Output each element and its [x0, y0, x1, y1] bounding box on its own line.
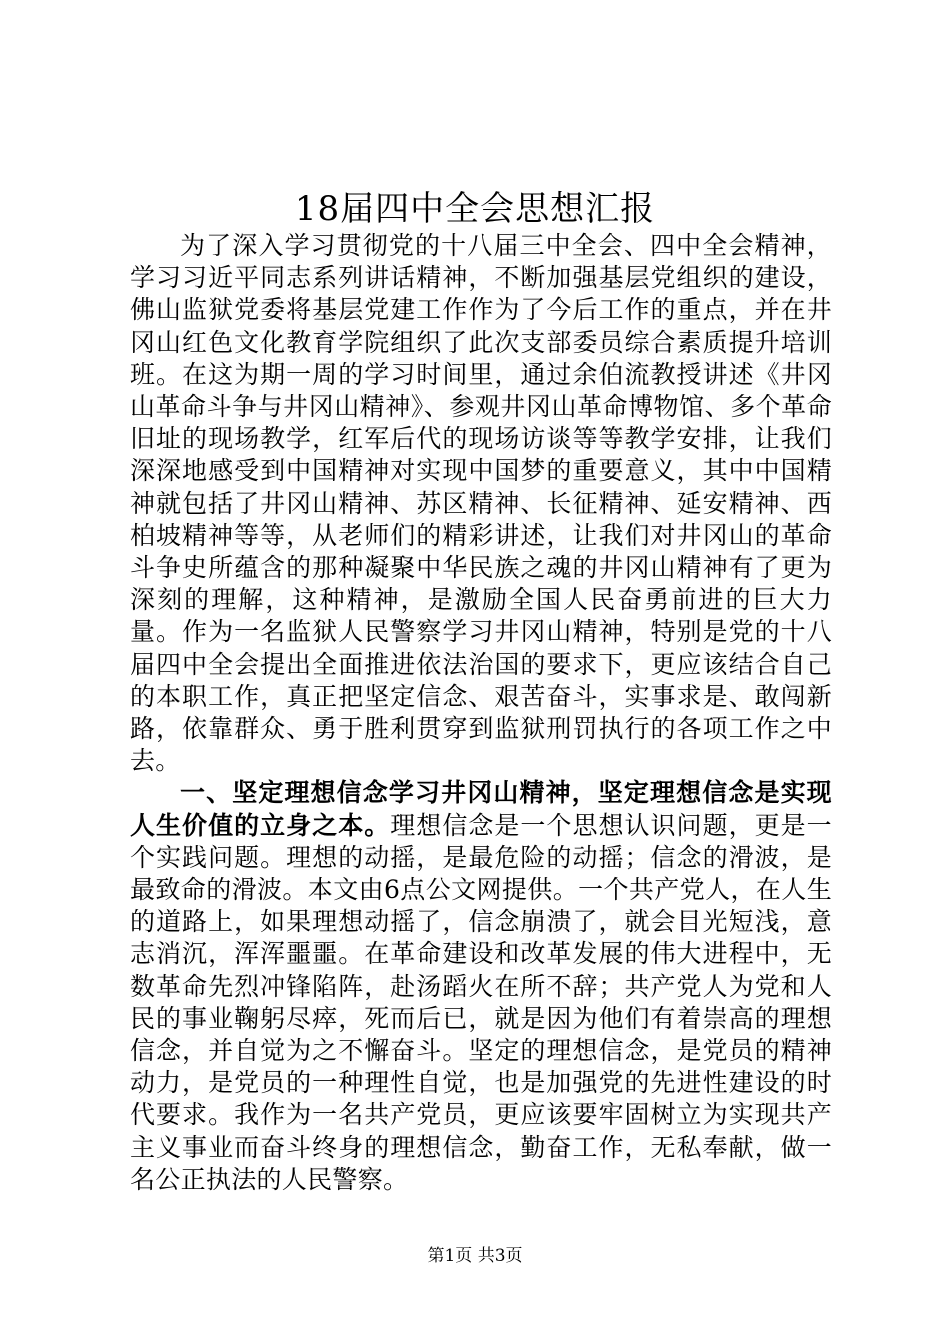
document-body — [130, 230, 832, 1196]
section-1-heading: 一、坚定理想信念学习井冈山精神，坚定理想信念是实现人生价值的立身之本。 — [130, 778, 832, 840]
section-1-text: 理想信念是一个思想认识问题，更是一个实践问题。理想的动摇，是最危险的动摇；信念的滑波，是最致命的滑波。本文由6点公文网提供。一个共产党人，在人生的道路上，如果理想动摇了，信念崩溃了，就会目光短浅，意志消沉，浑浑噩噩。在革命建设和改革发展的伟大进程中，无数革命先烈冲锋陷阵，赴汤蹈火在所不辞；共产党人为党和人民的事业鞠躬尽瘁，死而后已，就是因为他们有着崇高的理想信念，并自觉为之不懈奋斗。坚定的理想信念，是党员的精神动力，是党员的一种理性自觉，也是加强党的先进性建设的时代要求。我作为一名共产党员，更应该要牢固树立为实现共产主义事业而奋斗终身的理想信念，勤奋工作，无私奉献，做一名公正执法的人民警察。 — [130, 810, 832, 1194]
paragraph-intro-text: 为了深入学习贯彻党的十八届三中全会、四中全会精神，学习习近平同志系列讲话精神，不断加强基层党组织的建设，佛山监狱党委将基层党建工作作为了今后工作的重点，并在井冈山红色文化教育学院组织了此次支部委员综合素质提升培训班。在这为期一周的学习时间里，通过余伯流教授讲述《井冈山革命斗争与井冈山精神》、参观井冈山革命博物馆、多个革命旧址的现场教学，红军后代的现场访谈等等教学安排，让我们深深地感受到中国精神对实现中国梦的重要意义，其中中国精神就包括了井冈山精神、苏区精神、长征精神、延安精神、西柏坡精神等等，从老师们的精彩讲述，让我们对井冈山的革命斗争史所蕴含的那种凝聚中华民族之魂的井冈山精神有了更为深刻的理解，这种精神，是激励全国人民奋勇前进的巨大力量。作为一名监狱人民警察学习井冈山精神，特别是党的十八届四中全会提出全面推进依法治国的要求下，更应该结合自己的本职工作，真正把坚定信念、艰苦奋斗，实事求是、敢闯新路，依靠群众、勇于胜利贯穿到监狱刑罚执行的各项工作之中去。 — [130, 231, 832, 776]
page-number-footer: 第1页 共3页 — [427, 1246, 523, 1266]
paragraph-intro — [130, 230, 832, 777]
paragraph-section-1 — [130, 777, 832, 1196]
document-title: 18届四中全会思想汇报 — [294, 189, 656, 229]
